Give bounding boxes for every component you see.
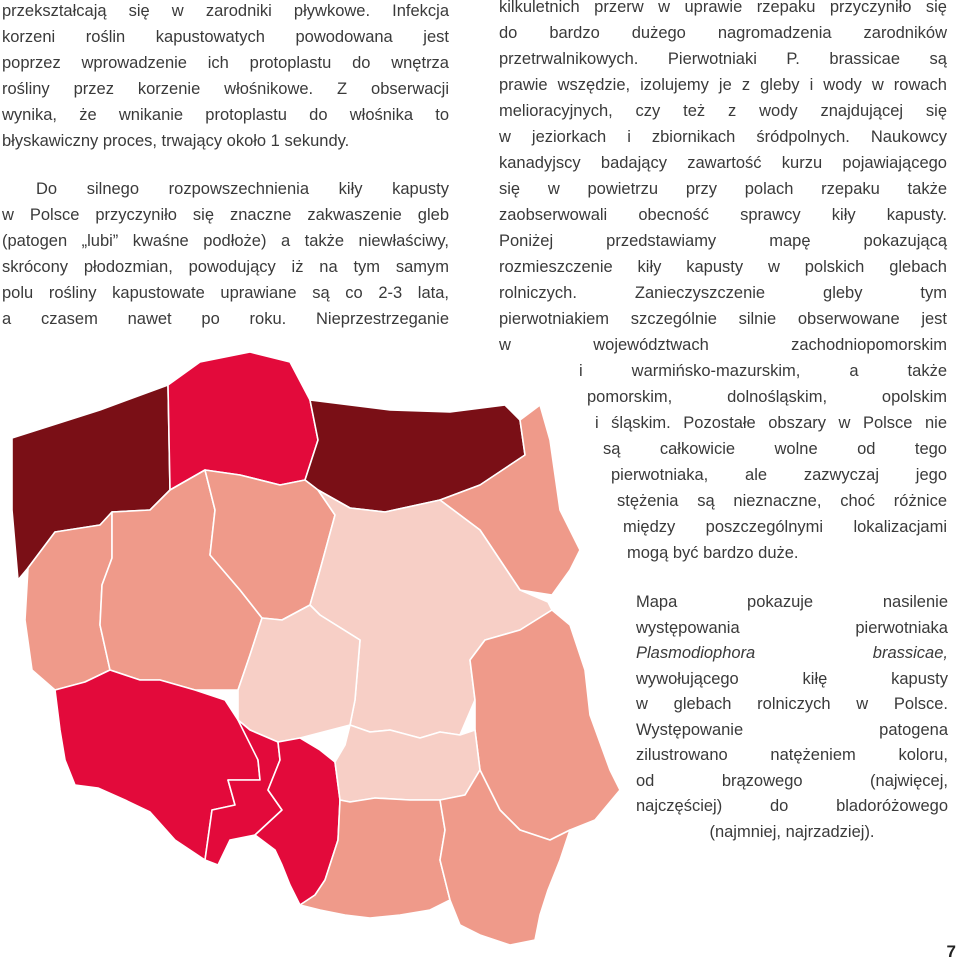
- text-line: się w powietrzu przy polach rzepaku także: [499, 180, 947, 198]
- species-name: Plasmodiophora brassicae,: [636, 644, 948, 662]
- caption-line: w glebach rolniczych w Polsce.: [636, 695, 948, 713]
- page-number: 7: [946, 942, 956, 961]
- right-column-paragraph: [499, 0, 947, 566]
- text-line: kanadyjscy badający zawartość kurzu pojawiającego: [499, 154, 947, 172]
- text-line: mogą być bardzo duże.: [627, 544, 799, 562]
- text-line: polu rośliny kapustowate uprawiane są co 2-3 lata,: [2, 284, 449, 302]
- text-line: a czasem nawet po roku. Nieprzestrzeganie: [2, 310, 449, 328]
- map-caption: [636, 590, 948, 845]
- text-line: są całkowicie wolne od tego: [603, 440, 947, 458]
- left-column-top-paragraph: [2, 0, 449, 154]
- text-line: w jeziorkach i zbiornikach śródpolnych. Naukowcy: [499, 128, 947, 146]
- text-line: kilkuletnich przerw w uprawie rzepaku przyczyniło się: [499, 0, 947, 16]
- text-line: zaobserwowali obecność sprawcy kiły kapusty.: [499, 206, 947, 224]
- caption-line: [636, 641, 948, 667]
- text-line: w województwach zachodniopomorskim: [499, 336, 947, 354]
- caption-line: od brązowego (najwięcej,: [636, 771, 948, 790]
- text-line: rośliny przez korzenie włośnikowe. Z obserwacji: [2, 80, 449, 98]
- text-line: przekształcają się w zarodniki pływkowe. Infekcja: [2, 2, 449, 20]
- caption-line: zilustrowano natężeniem koloru,: [636, 746, 948, 764]
- caption-line: Występowanie patogena: [636, 720, 948, 739]
- text-line: Poniżej przedstawiamy mapę pokazującą: [499, 232, 947, 250]
- text-line: błyskawiczny proces, trwający około 1 sekundy.: [2, 132, 350, 150]
- text-line: rolniczych. Zanieczyszczenie gleby tym: [499, 284, 947, 302]
- left-column-paragraph: [2, 176, 449, 332]
- caption-line: występowania pierwotniaka: [636, 618, 948, 637]
- text-line: stężenia są nieznaczne, choć różnice: [617, 492, 947, 510]
- caption-line: najczęściej) do bladoróżowego: [636, 797, 948, 815]
- text-line: pierwotniakiem szczególnie silnie obserwowane jest: [499, 310, 947, 328]
- text-line: (patogen „lubi” kwaśne podłoże) a także niewłaściwy,: [2, 232, 449, 250]
- text-line: do bardzo dużego nagromadzenia zarodników: [499, 24, 947, 42]
- text-line: pierwotniaka, ale zazwyczaj jego: [611, 466, 947, 484]
- text-line: prawie wszędzie, izolujemy je z gleby i wody w rowach: [499, 76, 947, 94]
- caption-line: Mapa pokazuje nasilenie: [636, 593, 948, 611]
- text-line: przetrwalnikowych. Pierwotniaki P. brassicae są: [499, 50, 947, 68]
- text-line: poprzez wprowadzenie ich protoplastu do wnętrza: [2, 54, 449, 72]
- text-line: wynika, że wnikanie protoplastu do włośnika to: [2, 106, 449, 124]
- caption-line: wywołującego kiłę kapusty: [636, 669, 948, 688]
- text-line: korzeni roślin kapustowatych powodowana jest: [2, 28, 449, 46]
- text-line: melioracyjnych, czy też z wody znajdującej się: [499, 102, 947, 120]
- caption-line: (najmniej, najrzadziej).: [709, 822, 875, 841]
- text-line: pomorskim, dolnośląskim, opolskim: [587, 388, 947, 406]
- text-line: między poszczególnymi lokalizacjami: [623, 518, 947, 536]
- text-line: Do silnego rozpowszechnienia kiły kapusty: [36, 180, 449, 198]
- text-line: skrócony płodozmian, powodujący iż na tym samym: [2, 258, 449, 276]
- text-line: rozmieszczenie kiły kapusty w polskich glebach: [499, 258, 947, 276]
- region-pomorskie: [168, 352, 318, 490]
- text-line: w Polsce przyczyniło się znaczne zakwaszenie gleb: [2, 206, 449, 224]
- region-swietokrzyskie: [335, 725, 480, 802]
- text-line: i śląskim. Pozostałe obszary w Polsce nie: [595, 414, 947, 432]
- text-line: i warmińsko-mazurskim, a także: [579, 362, 947, 380]
